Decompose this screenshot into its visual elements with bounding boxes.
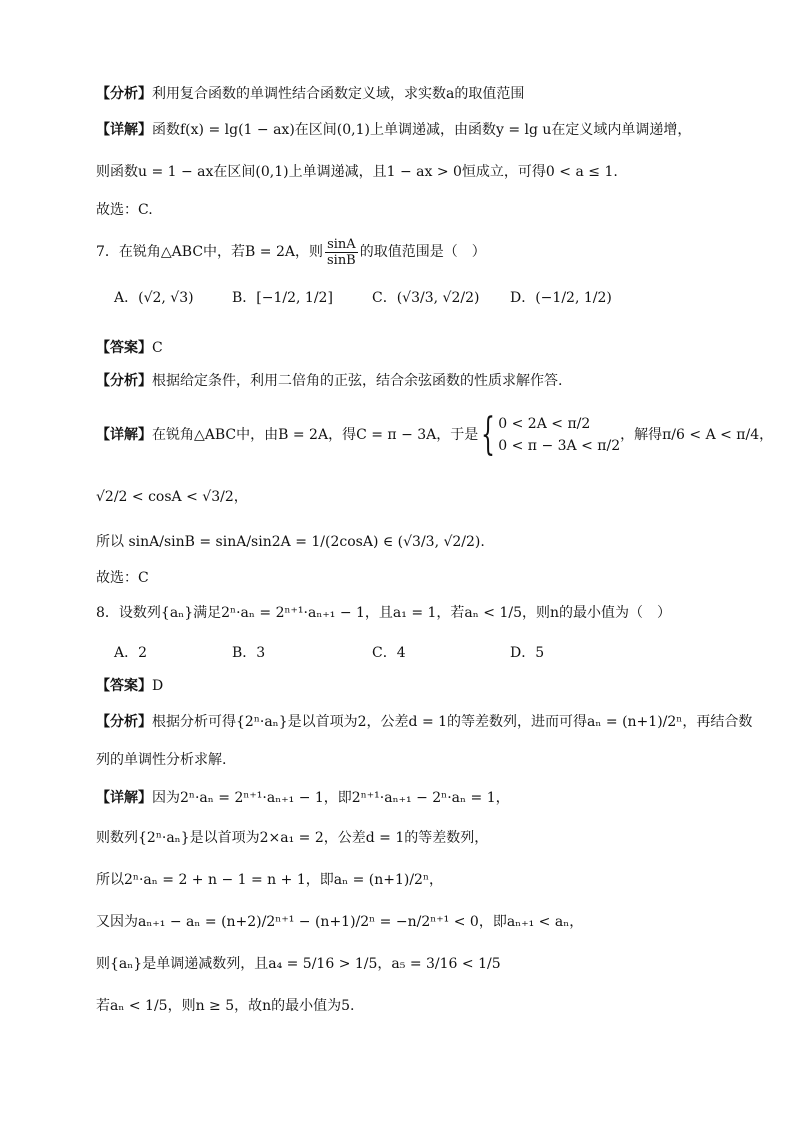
q7-analysis xyxy=(96,371,562,391)
q8-analysis-a: 根据分析可得{2ⁿ·aₙ}是以首项为2，公差d = 1的等差数列，进而可得aₙ = (n+1)/2ⁿ，再结合数 xyxy=(152,714,753,730)
q7-option-c: C．(√3/3, √2/2) xyxy=(372,290,480,306)
q7-detail-line2: √2/2 < cosA < √3/2， xyxy=(96,489,248,505)
q8-option-a: A．2 xyxy=(114,645,148,661)
detail-label: 【详解】 xyxy=(96,427,152,443)
answer-label: 【答案】 xyxy=(96,678,152,694)
detail-label: 【详解】 xyxy=(96,122,152,138)
q7-frac-num: sinA xyxy=(325,237,358,253)
inequality-system xyxy=(498,413,620,457)
q8-detail-line5: 则{aₙ}是单调递减数列，且a₄ = 5/16 > 1/5，a₅ = 3/16 < 1/5 xyxy=(96,956,501,972)
q8-detail-line4: 又因为aₙ₊₁ − aₙ = (n+2)/2ⁿ⁺¹ − (n+1)/2ⁿ = −n/2ⁿ⁺¹ < 0，即aₙ₊₁ < aₙ， xyxy=(96,914,584,930)
q6-analysis xyxy=(96,84,524,104)
q8-stem: 8．设数列{aₙ}满足2ⁿ·aₙ = 2ⁿ⁺¹·aₙ₊₁ − 1，且a₁ = 1，若aₙ < 1/5，则n的最小值为（ ） xyxy=(96,605,672,621)
q7-stem xyxy=(96,232,486,272)
q8-analysis xyxy=(96,712,752,732)
q8-answer-value: D xyxy=(152,678,164,694)
q7-detail-b: ，解得π/6 < A < π/4， xyxy=(620,427,774,443)
q8-detail-line6: 若aₙ < 1/5，则n ≥ 5，故n的最小值为5. xyxy=(96,998,355,1014)
q8-detail xyxy=(96,788,510,808)
system-line-2: 0 < π − 3A < π/2 xyxy=(498,438,621,454)
q8-option-d: D．5 xyxy=(510,645,545,661)
q6-choice: 故选：C. xyxy=(96,202,153,218)
q7-analysis-text: 根据给定条件，利用二倍角的正弦，结合余弦函数的性质求解作答. xyxy=(152,373,563,389)
q7-option-a: A．(√2, √3) xyxy=(114,290,194,306)
q6-detail-text: 函数f(x) = lg(1 − ax)在区间(0,1)上单调递减，由函数y = lg u在定义域内单调递增， xyxy=(152,122,692,138)
q7-answer xyxy=(96,338,163,358)
q8-answer xyxy=(96,676,163,696)
q8-option-c: C．4 xyxy=(372,645,406,661)
q6-detail xyxy=(96,120,691,140)
q8-detail-line2: 则数列{2ⁿ·aₙ}是以首项为2×a₁ = 2，公差d = 1的等差数列， xyxy=(96,830,489,846)
q7-detail xyxy=(96,400,773,470)
q7-answer-value: C xyxy=(152,340,163,356)
system-line-1: 0 < 2A < π/2 xyxy=(498,416,591,432)
q7-detail-line3: 所以 sinA/sinB = sinA/sin2A = 1/(2cosA) ∈ (√3/3, √2/2). xyxy=(96,534,485,550)
q8-analysis-line2: 列的单调性分析求解. xyxy=(96,752,227,768)
analysis-label: 【分析】 xyxy=(96,373,152,389)
q8-detail-line3: 所以2ⁿ·aₙ = 2 + n − 1 = n + 1，即aₙ = (n+1)/2ⁿ， xyxy=(96,872,444,888)
analysis-label: 【分析】 xyxy=(96,714,152,730)
q8-detail-line1: 因为2ⁿ·aₙ = 2ⁿ⁺¹·aₙ₊₁ − 1，即2ⁿ⁺¹·aₙ₊₁ − 2ⁿ·aₙ = 1， xyxy=(152,790,510,806)
q7-detail-a: 在锐角△ABC中，由B = 2A，得C = π − 3A，于是 xyxy=(152,427,479,443)
q7-stem-fraction xyxy=(325,237,358,268)
answer-label: 【答案】 xyxy=(96,340,152,356)
q7-stem-b: 的取值范围是（ ） xyxy=(359,244,486,260)
q7-stem-a: 7．在锐角△ABC中，若B = 2A，则 xyxy=(96,244,323,260)
q8-option-b: B．3 xyxy=(232,645,266,661)
q7-option-b: B．[−1/2, 1/2] xyxy=(232,290,333,306)
q7-frac-den: sinB xyxy=(326,252,356,268)
q6-analysis-text: 利用复合函数的单调性结合函数定义域，求实数a的取值范围 xyxy=(152,86,525,102)
q7-option-d: D．(−1/2, 1/2) xyxy=(510,290,612,306)
detail-label: 【详解】 xyxy=(96,790,152,806)
q7-choice: 故选：C xyxy=(96,570,149,586)
system-brace: { xyxy=(481,409,496,460)
q6-detail-line2: 则函数u = 1 − ax在区间(0,1)上单调递减，且1 − ax > 0恒成立，可得0 < a ≤ 1. xyxy=(96,164,618,180)
analysis-label: 【分析】 xyxy=(96,86,152,102)
